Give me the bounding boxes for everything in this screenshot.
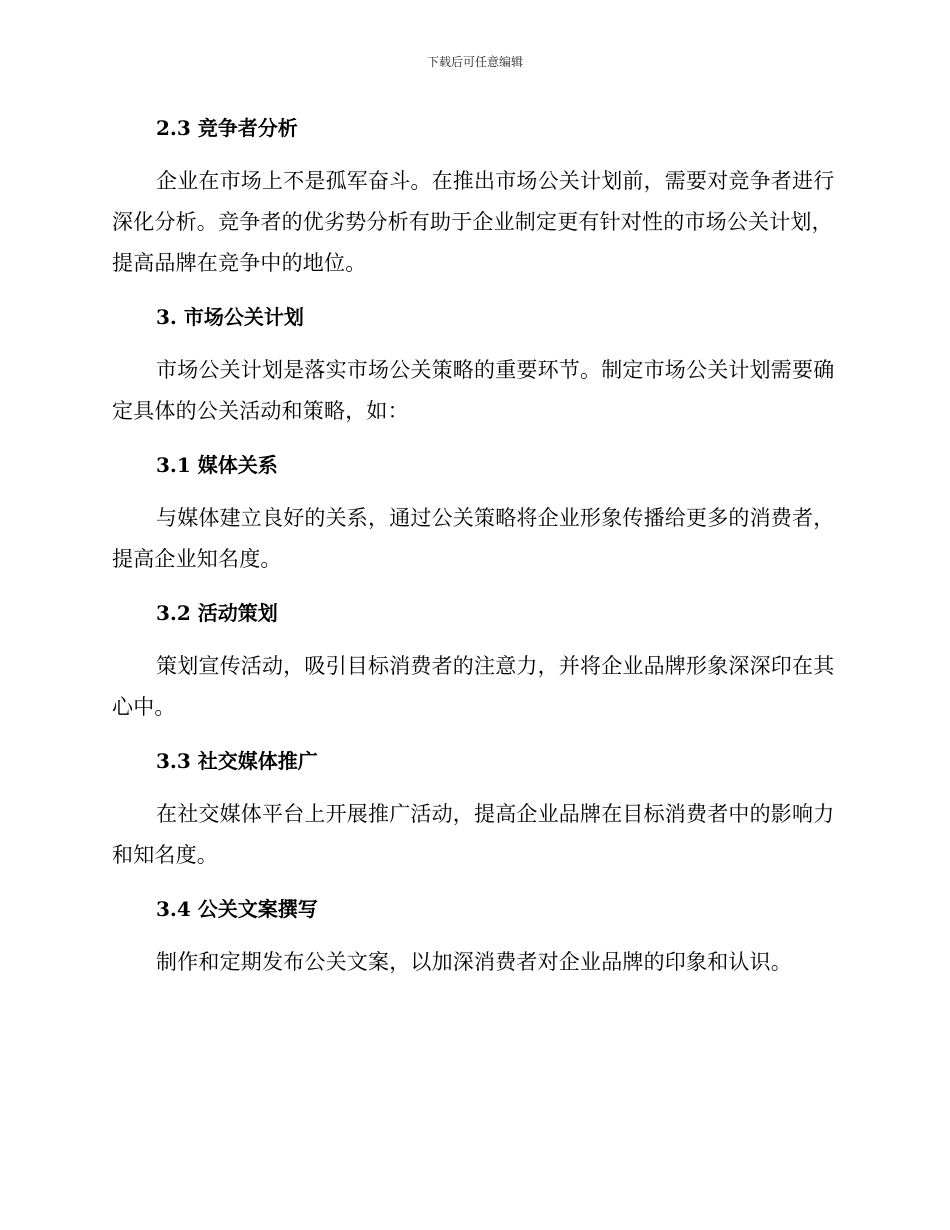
section-heading-3-3: 3.3 社交媒体推广	[156, 749, 318, 773]
page-header-note: 下载后可任意编辑	[426, 55, 523, 69]
section-paragraph-2-3: 企业在市场上不是孤军奋斗。在推出市场公关计划前，需要对竞争者进行深化分析。竞争者的优劣势分析有助于企业制定更有针对性的市场公关计划，提高品牌在竞争中的地位。	[112, 169, 835, 275]
section-heading-3-1: 3.1 媒体关系	[156, 453, 278, 477]
section-paragraph-3-2: 策划宣传活动，吸引目标消费者的注意力，并将企业品牌形象深深印在其心中。	[112, 654, 835, 719]
section-paragraph-3: 市场公关计划是落实市场公关策略的重要环节。制定市场公关计划需要确定具体的公关活动和策略，如：	[112, 358, 835, 423]
section-paragraph-3-4: 制作和定期发布公关文案，以加深消费者对企业品牌的印象和认识。	[156, 950, 792, 974]
section-heading-2-3: 2.3 竞争者分析	[156, 116, 298, 140]
section-heading-3-2: 3.2 活动策划	[156, 601, 278, 625]
section-paragraph-3-3: 在社交媒体平台上开展推广活动，提高企业品牌在目标消费者中的影响力和知名度。	[112, 802, 835, 867]
section-heading-3-4: 3.4 公关文案撰写	[156, 897, 318, 921]
section-heading-3: 3. 市场公关计划	[156, 305, 304, 329]
document-body	[112, 108, 838, 983]
section-paragraph-3-1: 与媒体建立良好的关系，通过公关策略将企业形象传播给更多的消费者，提高企业知名度。	[112, 506, 835, 571]
